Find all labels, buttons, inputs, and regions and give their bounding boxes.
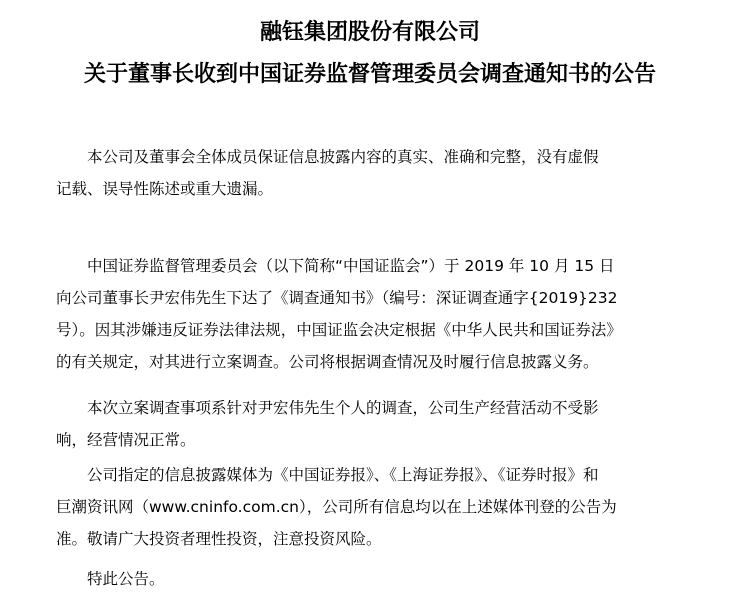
operations-status-paragraph — [56, 392, 688, 456]
paragraph-line: 响，经营情况正常。 — [56, 431, 196, 449]
paragraph-line: 中国证券监督管理委员会（以下简称“中国证监会”）于 2019 年 10 月 15 日 — [87, 257, 615, 275]
paragraph-line: 公司指定的信息披露媒体为《中国证券报》、《上海证券报》、《证券时报》和 — [87, 466, 599, 484]
investigation-notice-paragraph — [56, 250, 688, 378]
paragraph-line: 号）。因其涉嫌违反证券法律法规，中国证监会决定根据《中华人民共和国证券法》 — [56, 321, 622, 339]
paragraph-line: 巨潮资讯网（www.cninfo.com.cn），公司所有信息均以在上述媒体刊登的公告为 — [56, 498, 617, 516]
paragraph-line: 本次立案调查事项系针对尹宏伟先生个人的调查，公司生产经营活动不受影 — [87, 399, 599, 417]
closing-paragraph — [56, 563, 688, 595]
disclosure-statement-paragraph — [56, 141, 688, 205]
paragraph-line: 记载、误导性陈述或重大遗漏。 — [56, 180, 274, 198]
paragraph-line: 的有关规定，对其进行立案调查。公司将根据调查情况及时履行信息披露义务。 — [56, 353, 599, 371]
paragraph-line: 向公司董事长尹宏伟先生下达了《调查通知书》（编号：深证调查通字{2019}232 — [56, 289, 618, 307]
announcement-title: 关于董事长收到中国证券监督管理委员会调查通知书的公告 — [83, 62, 656, 87]
paragraph-line: 本公司及董事会全体成员保证信息披露内容的真实、准确和完整，没有虚假 — [87, 148, 599, 166]
paragraph-line: 特此公告。 — [87, 570, 165, 588]
company-title: 融钰集团股份有限公司 — [259, 20, 480, 45]
media-disclosure-paragraph — [56, 459, 688, 555]
paragraph-line: 准。敬请广大投资者理性投资，注意投资风险。 — [56, 530, 382, 548]
